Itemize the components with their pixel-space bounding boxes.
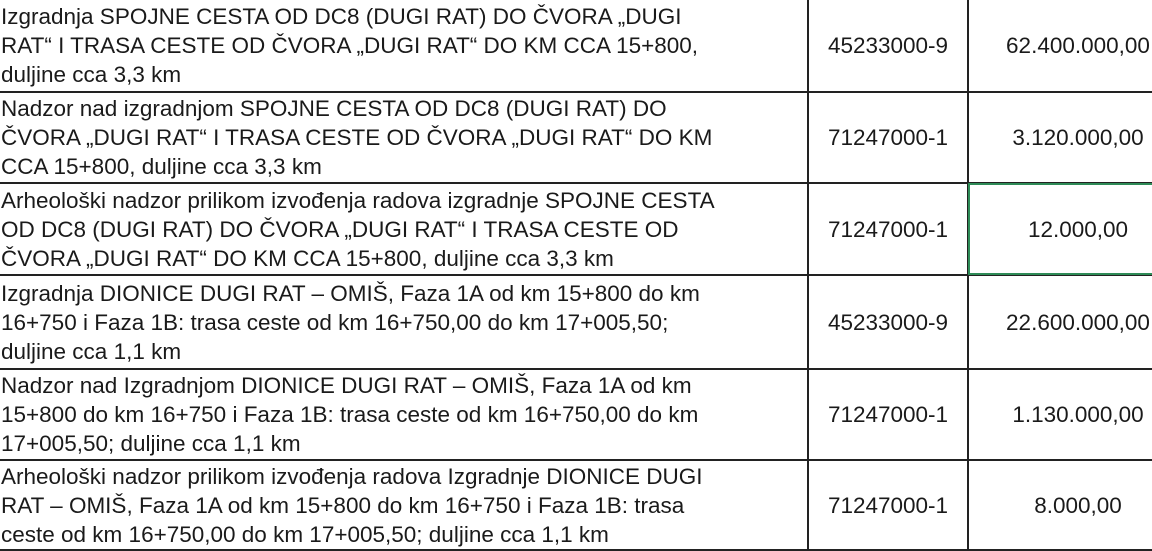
description-line: Arheološki nadzor prilikom izvođenja radova izgradnje SPOJNE CESTA <box>1 187 715 213</box>
description-line: duljine cca 3,3 km <box>1 62 182 87</box>
description-line: 17+005,50; duljine cca 1,1 km <box>1 431 301 456</box>
description-cell[interactable] <box>0 275 808 369</box>
description-line: Izgradnja SPOJNE CESTA OD DC8 (DUGI RAT) DO ČVORA „DUGI <box>1 4 682 29</box>
description-cell[interactable] <box>0 0 808 92</box>
amount-cell[interactable]: 22.600.000,00 <box>968 275 1152 369</box>
cpv-code-cell[interactable]: 71247000-1 <box>808 369 968 460</box>
table-row <box>0 0 1152 92</box>
table-row <box>0 275 1152 369</box>
description-line: ceste od km 16+750,00 do km 17+005,50; duljine cca 1,1 km <box>1 521 609 547</box>
description-line: Izgradnja DIONICE DUGI RAT – OMIŠ, Faza 1A od km 15+800 do km <box>1 280 700 306</box>
description-line: duljine cca 1,1 km <box>1 338 182 364</box>
description-line: RAT – OMIŠ, Faza 1A od km 15+800 do km 16+750 i Faza 1B: trasa <box>1 492 685 518</box>
amount-cell[interactable]: 62.400.000,00 <box>968 0 1152 92</box>
cpv-code-cell[interactable]: 71247000-1 <box>808 183 968 275</box>
table-row <box>0 183 1152 275</box>
table-row <box>0 460 1152 550</box>
description-line: OD DC8 (DUGI RAT) DO ČVORA „DUGI RAT“ I TRASA CESTE OD <box>1 216 679 242</box>
description-line: Nadzor nad Izgradnjom DIONICE DUGI RAT – OMIŠ, Faza 1A od km <box>1 373 692 398</box>
description-line: 16+750 i Faza 1B: trasa ceste od km 16+750,00 do km 17+005,50; <box>1 309 669 335</box>
amount-cell-selected[interactable]: 12.000,00 <box>968 183 1152 275</box>
description-line: RAT“ I TRASA CESTE OD ČVORA „DUGI RAT“ DO KM CCA 15+800, <box>1 33 699 58</box>
description-cell[interactable] <box>0 369 808 460</box>
description-line: 15+800 do km 16+750 i Faza 1B: trasa ceste od km 16+750,00 do km <box>1 402 699 427</box>
amount-cell[interactable]: 8.000,00 <box>968 460 1152 550</box>
amount-cell[interactable]: 3.120.000,00 <box>968 92 1152 183</box>
description-cell[interactable] <box>0 92 808 183</box>
description-cell[interactable] <box>0 460 808 550</box>
description-line: ČVORA „DUGI RAT“ DO KM CCA 15+800, duljine cca 3,3 km <box>1 245 614 271</box>
table-row <box>0 369 1152 460</box>
cpv-code-cell[interactable]: 45233000-9 <box>808 0 968 92</box>
description-line: Nadzor nad izgradnjom SPOJNE CESTA OD DC8 (DUGI RAT) DO <box>1 96 667 121</box>
description-line: CCA 15+800, duljine cca 3,3 km <box>1 154 322 179</box>
cpv-code-cell[interactable]: 71247000-1 <box>808 460 968 550</box>
description-line: ČVORA „DUGI RAT“ I TRASA CESTE OD ČVORA „DUGI RAT“ DO KM <box>1 125 713 150</box>
cpv-code-cell[interactable]: 45233000-9 <box>808 275 968 369</box>
cpv-code-cell[interactable]: 71247000-1 <box>808 92 968 183</box>
table-row <box>0 92 1152 183</box>
description-cell[interactable] <box>0 183 808 275</box>
amount-cell[interactable]: 1.130.000,00 <box>968 369 1152 460</box>
description-line: Arheološki nadzor prilikom izvođenja radova Izgradnje DIONICE DUGI <box>1 463 703 489</box>
